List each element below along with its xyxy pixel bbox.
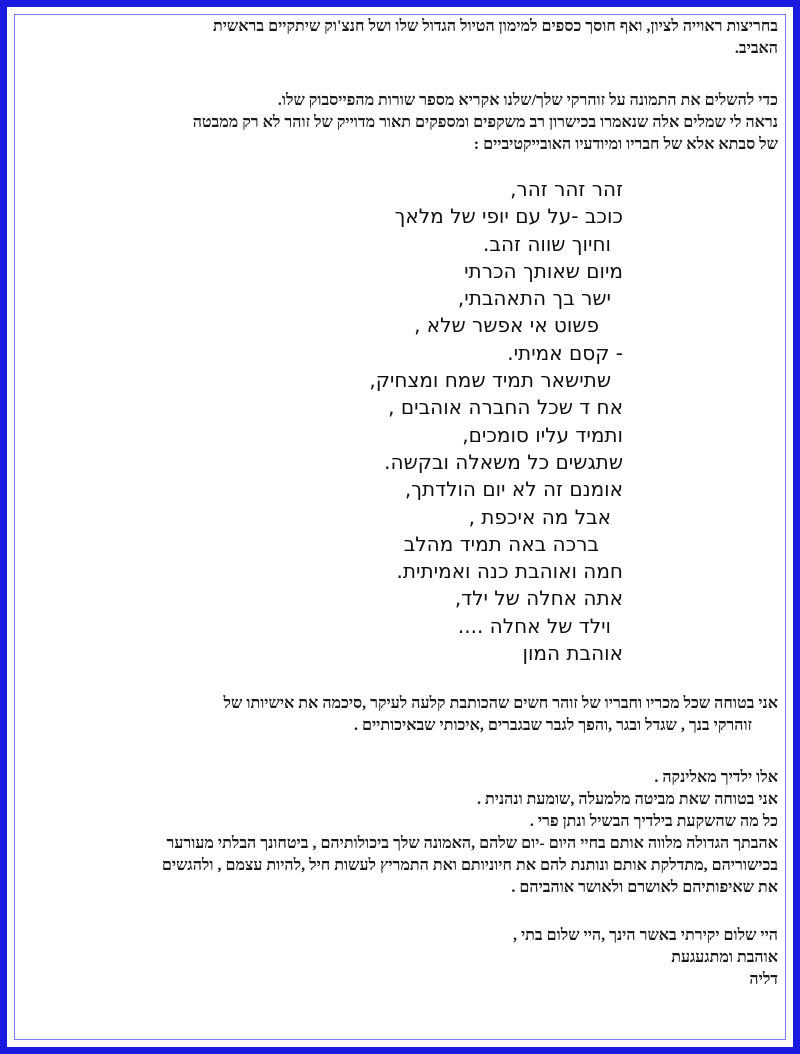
poem-line: אומנם זה לא יום הולדתך, xyxy=(404,477,623,502)
facebook-paragraph xyxy=(28,90,778,156)
text-line: זוהרקי בנך , שגדל ובגר ,והפך לגבר שבגברים ,איכותי שבאיכותיים . xyxy=(353,717,752,735)
poem-line: ברכה באה תמיד מהלב xyxy=(403,531,599,556)
text-line: כל מה שהשקעת בילדיך הבשיל ונתן פרי . xyxy=(529,813,778,831)
text-line: של סבתא אלא של חבריו ומיודעיו האובייקטיביים : xyxy=(473,136,778,153)
poem-line: אבל מה איכפת , xyxy=(468,504,611,529)
spacer xyxy=(28,667,778,693)
poem xyxy=(28,176,623,667)
poem-line: אתה אחלה של ילד, xyxy=(454,586,623,611)
poem-line: אח ד שכל החברה אוהבים , xyxy=(388,395,623,420)
poem-line: וחיוך שווה זהב. xyxy=(483,231,611,256)
text-line: אלו ילדיך מאלינקה . xyxy=(654,769,778,787)
text-line: אוהבת ומתגעגעת xyxy=(671,949,778,967)
text-line: אני בטוחה שאת מביטה מלמעלה ,שומעת ונהנית . xyxy=(477,791,778,809)
text-line: נראה לי שמלים אלה שנאמרו בכישרון רב משקפים ומספקים תאור מדוייק של זוהר לא רק ממבטה xyxy=(192,114,778,131)
closing-paragraph xyxy=(28,767,778,899)
text-line: את שאיפותיהם לאושרם ולאושר אוהביהם . xyxy=(511,879,778,897)
poem-line: - קסם אמיתי. xyxy=(507,340,623,365)
signature-name: דליה xyxy=(749,971,778,989)
signoff xyxy=(28,925,778,991)
poem-line: זהר זהר זהר, xyxy=(510,177,623,201)
text-line: היי שלום יקירתי באשר הינך ,היי שלום בתי , xyxy=(512,927,778,945)
intro-paragraph xyxy=(28,16,778,60)
poem-line: כוכב -על עם יופי של מלאך xyxy=(394,204,623,229)
text-line: אני בטוחה שכל מכריו וחבריו של זוהר חשים שהכותבת קלעה לעיקר ,סיכמה את אישיותו של xyxy=(223,695,778,713)
letter-page xyxy=(28,16,778,991)
poem-line: חמה ואוהבת כנה ואמיתית. xyxy=(396,559,623,584)
poem-line: שתגשים כל משאלה ובקשה. xyxy=(384,449,623,474)
poem-line: פשוט אי אפשר שלא , xyxy=(414,313,599,338)
spacer xyxy=(28,60,778,90)
text-line: כדי להשלים את התמונה על זוהרקי שלך/שלנו אקריא מספר שורות מהפייסבוק שלו. xyxy=(277,92,778,109)
summary-paragraph xyxy=(28,693,778,737)
text-line: בכישוריהם ,מתדלקת אותם ונותנת להם את חיוניותם ואת התמריץ לעשות חיל ,להיות עצמם , ולהגשים xyxy=(161,857,778,875)
poem-line: אוהבת המון xyxy=(522,641,623,666)
poem-line: שתישאר תמיד שמח ומצחיק, xyxy=(369,368,611,393)
poem-line: מיום שאותך הכרתי xyxy=(464,258,623,283)
spacer xyxy=(28,737,778,767)
poem-line: וילד של אחלה .... xyxy=(457,613,611,638)
text-line: האביב. xyxy=(734,40,778,57)
text-line: אהבתך הגדולה מלווה אותם בחיי היום -יום שלהם ,האמונה שלך ביכולותיהם , ביטחונך הבלתי מעורער xyxy=(166,835,778,853)
poem-line: ותמיד עליו סומכים, xyxy=(462,422,623,447)
spacer xyxy=(28,899,778,925)
poem-line: ישר בך התאהבתי, xyxy=(457,286,611,311)
text-line: בחריצות ראוייה לציון, ואף חוסך כספים למימון הטיול הגדול שלו ושל חנצ'וק שיתקיים בראשית xyxy=(212,18,778,35)
